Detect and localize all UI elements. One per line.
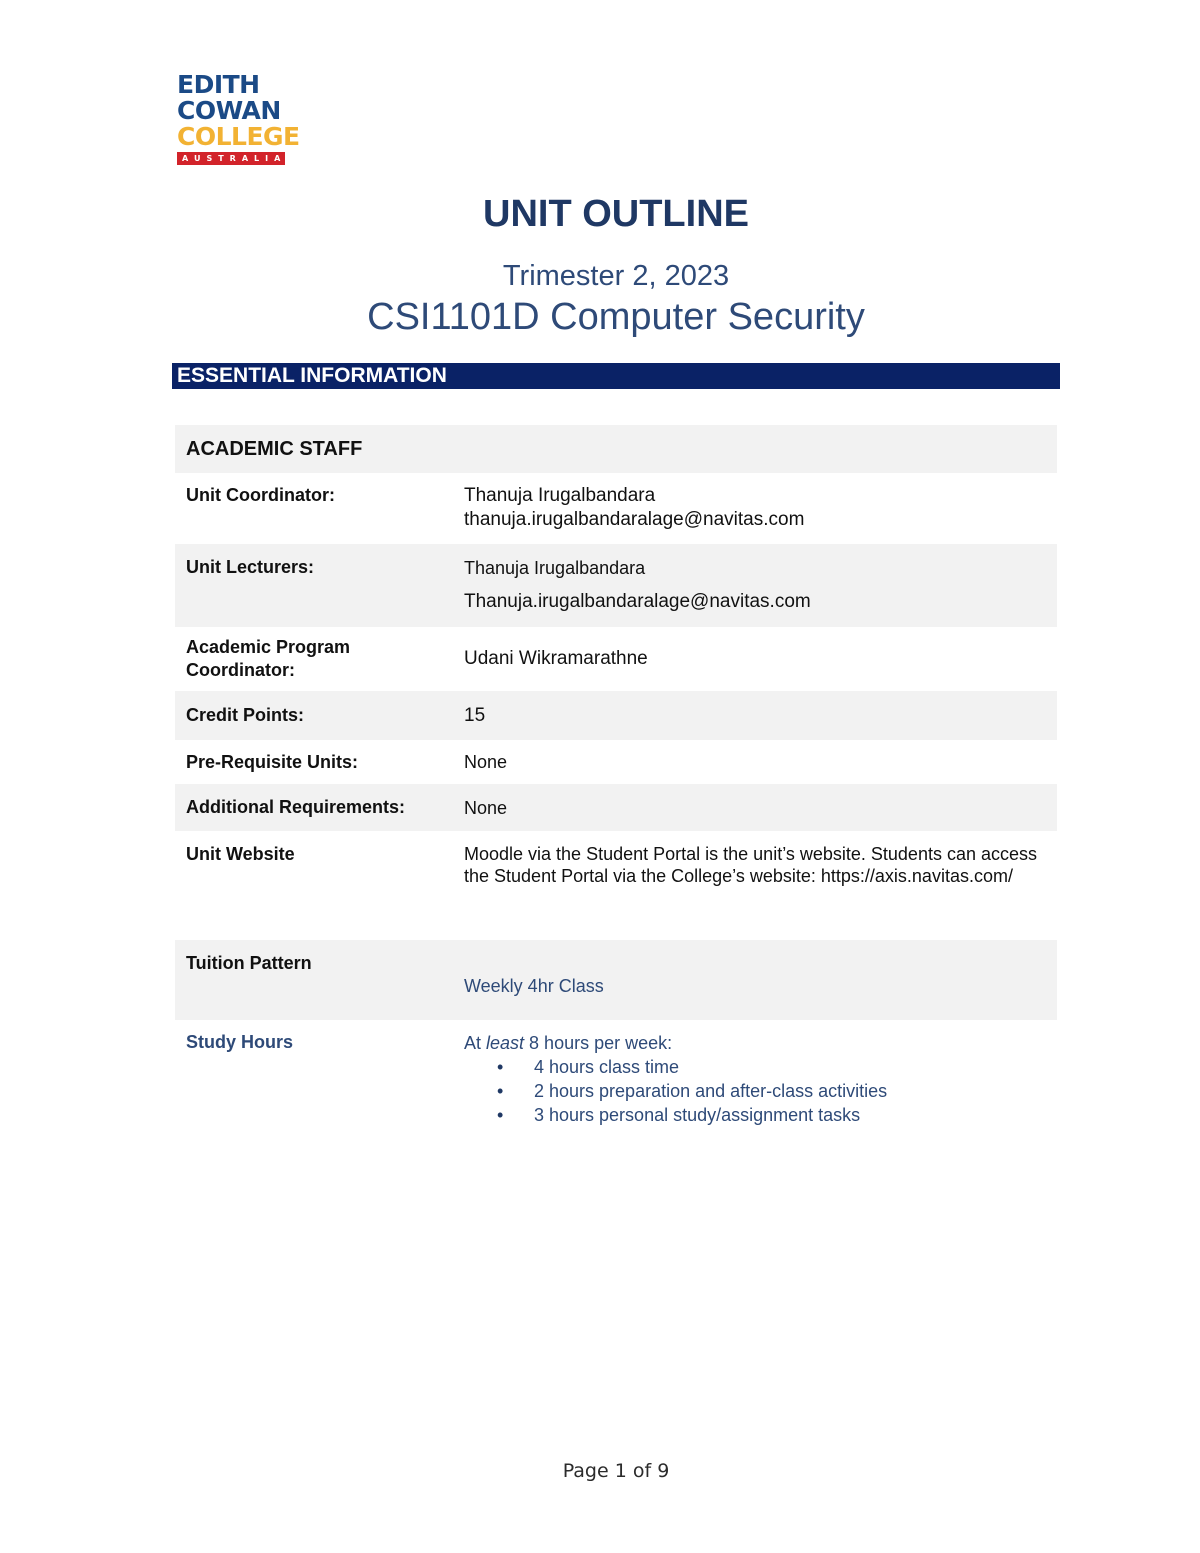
tuition-pattern-label: Tuition Pattern xyxy=(186,953,312,973)
academic-staff-heading: ACADEMIC STAFF xyxy=(186,437,363,460)
course-title: CSI1101D Computer Security xyxy=(367,296,865,338)
logo-line-college: COLLEGE xyxy=(177,122,300,151)
unit-website-value: Moodle via the Student Portal is the unit’s website. Students can access the Student Portal via the College’s website: https://axis.navitas.com/ xyxy=(464,844,1037,886)
tuition-pattern-value: Weekly 4hr Class xyxy=(464,976,604,996)
study-hours-intro-prefix: At xyxy=(464,1033,487,1053)
additional-requirements-value: None xyxy=(464,797,508,818)
unit-lecturer-email[interactable]: Thanuja.irugalbandaralage@navitas.com xyxy=(464,591,811,612)
study-hours-item-text: 2 hours preparation and after-class activities xyxy=(534,1081,888,1101)
academic-program-coordinator-label: Academic Program Coordinator: xyxy=(186,637,351,680)
additional-requirements-label: Additional Requirements: xyxy=(186,797,406,817)
prerequisite-units-value: None xyxy=(464,752,508,772)
prerequisite-units-label: Pre-Requisite Units: xyxy=(186,751,359,772)
credit-points-value: 15 xyxy=(464,704,486,726)
tuition-pattern-row xyxy=(175,940,1057,1020)
bullet-icon: • xyxy=(497,1105,504,1125)
study-hours-label: Study Hours xyxy=(186,1032,294,1052)
bullet-icon: • xyxy=(497,1057,504,1077)
credit-points-label: Credit Points: xyxy=(186,705,305,725)
academic-program-coordinator-value: Udani Wikramarathne xyxy=(464,648,648,669)
essential-information-table xyxy=(175,425,1057,1140)
college-logo xyxy=(177,70,300,165)
section-header-essential-information: ESSENTIAL INFORMATION xyxy=(172,363,1060,389)
unit-coordinator-value xyxy=(464,484,1057,544)
logo-line-cowan: COWAN xyxy=(177,96,281,125)
logo-line-edith: EDITH xyxy=(177,70,260,99)
list-item xyxy=(464,1055,1057,1079)
study-hours-item-text: 3 hours personal study/assignment tasks xyxy=(534,1105,861,1125)
table-row xyxy=(175,740,1057,784)
unit-coordinator-label: Unit Coordinator: xyxy=(186,485,335,505)
unit-lecturers-value xyxy=(464,556,1057,627)
list-item xyxy=(464,1103,1057,1127)
study-hours-item-text: 4 hours class time xyxy=(534,1057,680,1077)
table-row xyxy=(175,627,1057,691)
unit-coordinator-email[interactable]: thanuja.irugalbandaralage@navitas.com xyxy=(464,509,805,530)
table-row xyxy=(175,691,1057,740)
bullet-icon: • xyxy=(497,1081,504,1101)
table-row xyxy=(175,544,1057,627)
page-number: Page 1 of 9 xyxy=(562,1460,670,1482)
unit-lecturers-label: Unit Lecturers: xyxy=(186,557,315,577)
academic-staff-heading-row xyxy=(175,425,1057,473)
table-row xyxy=(175,784,1057,831)
study-hours-row xyxy=(175,1020,1057,1140)
logo-line-australia: AUSTRALIA xyxy=(177,152,285,165)
unit-lecturer-name: Thanuja Irugalbandara xyxy=(464,558,646,578)
document-title: UNIT OUTLINE xyxy=(483,193,749,235)
study-hours-intro xyxy=(464,1031,1057,1055)
unit-coordinator-name: Thanuja Irugalbandara xyxy=(464,485,656,506)
table-row xyxy=(175,831,1057,940)
unit-website-label: Unit Website xyxy=(186,844,295,864)
study-hours-list xyxy=(464,1055,1057,1127)
trimester-subtitle: Trimester 2, 2023 xyxy=(502,260,730,292)
study-hours-intro-emphasis: least xyxy=(486,1033,525,1053)
list-item xyxy=(464,1079,1057,1103)
study-hours-intro-suffix: 8 hours per week: xyxy=(524,1033,673,1053)
study-hours-value xyxy=(464,1031,1057,1140)
table-row xyxy=(175,473,1057,544)
